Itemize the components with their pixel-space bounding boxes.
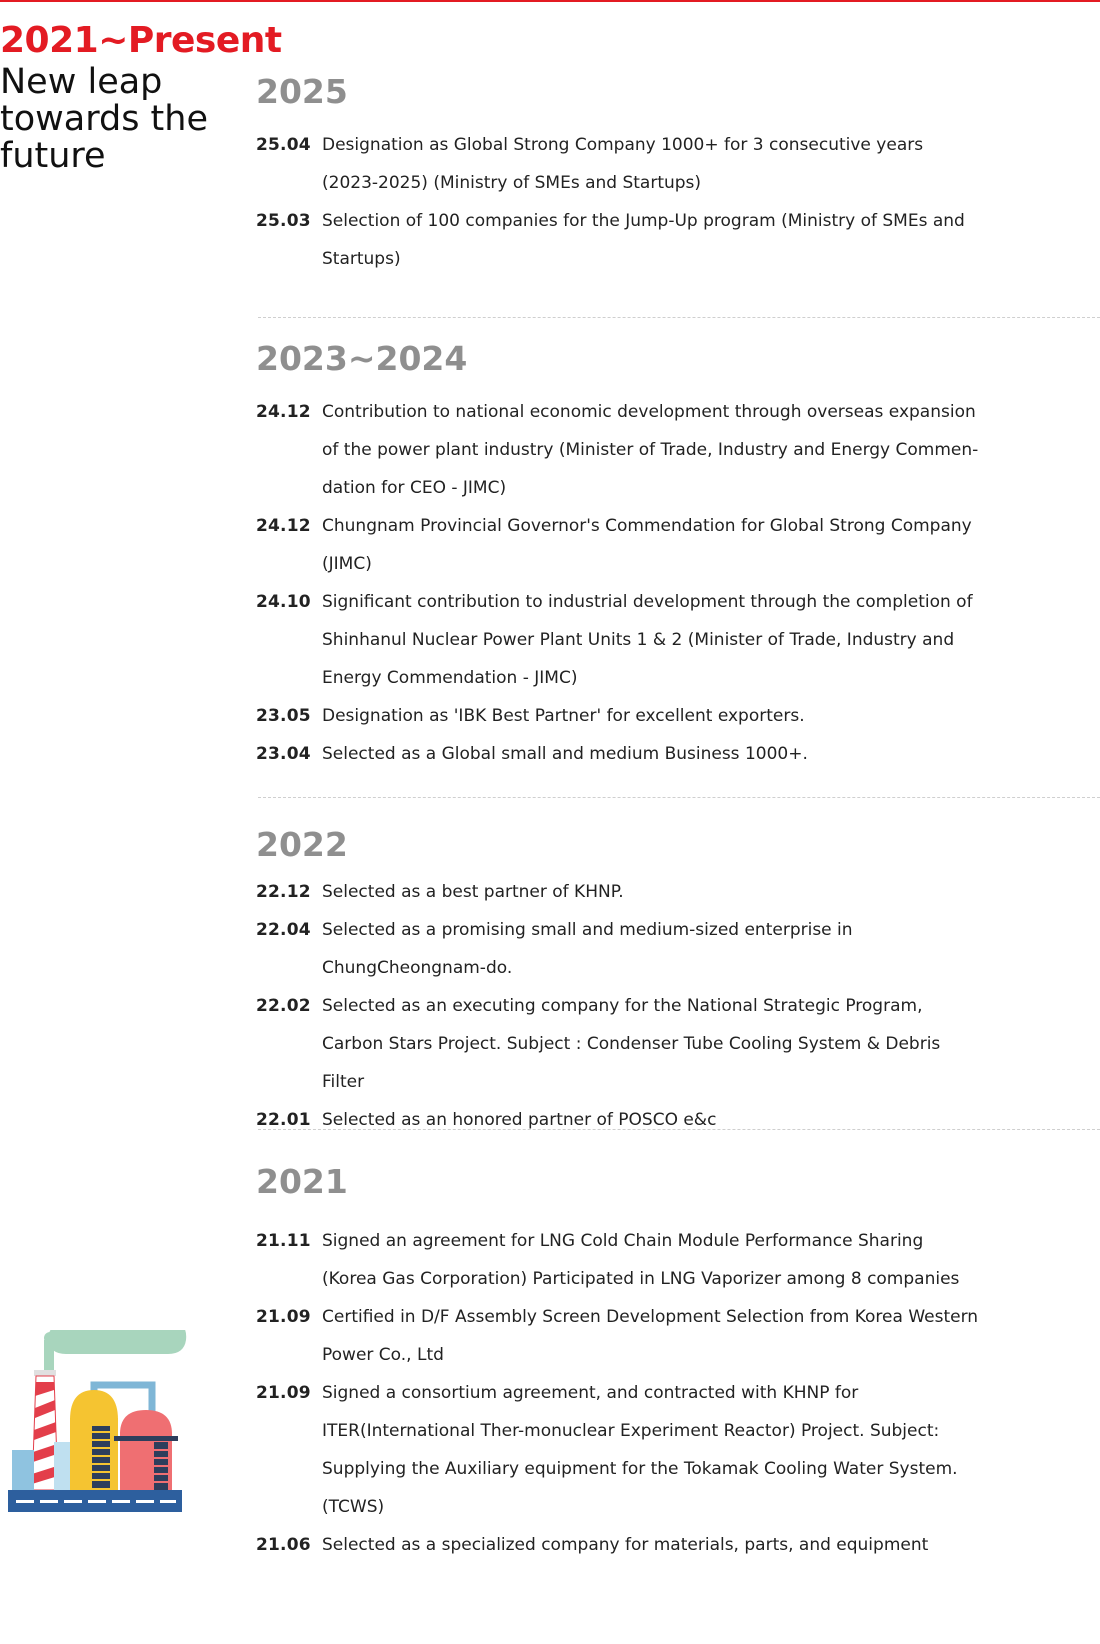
entry-text: Selected as a Global small and medium Business 1000+. [322, 744, 808, 764]
entry-date: 22.01 [256, 1110, 311, 1130]
entry-date: 24.12 [256, 402, 311, 422]
timeline-entry [256, 202, 1100, 278]
timeline-entry [256, 873, 1100, 911]
entry-text: Selected as an honored partner of POSCO e&c [322, 1110, 717, 1130]
factory-illustration-icon [8, 1330, 194, 1570]
timeline-entry [256, 1374, 1100, 1526]
entry-text: Selection of 100 companies for the Jump-Up program (Ministry of SMEs and Startups) [322, 211, 965, 269]
timeline-entry [256, 987, 1100, 1101]
timeline-entry [256, 697, 1100, 735]
entry-date: 22.02 [256, 996, 311, 1016]
entry-text: Contribution to national economic development through overseas expansion of the power plant industry (Minister of Trade, Industry and Energy Commen-dation for CEO - JIMC) [322, 402, 979, 498]
period-subtitle: New leap towards the future [0, 62, 209, 176]
entry-text: Designation as Global Strong Company 1000+ for 3 consecutive years (2023-2025) (Ministry of SMEs and Startups) [322, 135, 924, 193]
period-intro [0, 20, 282, 176]
year-heading: 2022 [256, 825, 348, 864]
timeline-entry [256, 911, 1100, 987]
entry-text: Selected as an executing company for the National Strategic Program, Carbon Stars Project. Subject : Condenser Tube Cooling System & Debris Filter [322, 996, 941, 1092]
red-tank [114, 1410, 178, 1494]
section-divider [258, 317, 1100, 318]
timeline-entry [256, 1222, 1100, 1298]
year-section-2022 [256, 825, 1100, 1139]
timeline-entry [256, 1526, 1100, 1564]
entry-list [256, 873, 1100, 1139]
left-building [12, 1450, 34, 1492]
entry-list [256, 393, 1100, 773]
timeline-entry [256, 1101, 1100, 1139]
entry-text: Chungnam Provincial Governor's Commendation for Global Strong Company (JIMC) [322, 516, 972, 574]
entry-date: 22.12 [256, 882, 311, 902]
entry-text: Selected as a specialized company for materials, parts, and equipment [322, 1535, 929, 1555]
entry-date: 25.03 [256, 211, 311, 231]
entry-list [256, 1222, 1100, 1564]
entry-date: 21.09 [256, 1383, 311, 1403]
entry-date: 23.05 [256, 706, 311, 726]
entry-text: Significant contribution to industrial development through the completion of Shinhanul Nuclear Power Plant Units 1 & 2 (Minister of Trade, Industry and Energy Commendation - JIMC) [322, 592, 973, 688]
entry-text: Selected as a best partner of KHNP. [322, 882, 624, 902]
entry-list [256, 126, 1100, 278]
entry-date: 24.12 [256, 516, 311, 536]
year-heading: 2023~2024 [256, 339, 468, 378]
yellow-tank [70, 1390, 118, 1494]
entry-text: Certified in D/F Assembly Screen Development Selection from Korea Western Power Co., Ltd [322, 1307, 979, 1365]
entry-text: Signed a consortium agreement, and contracted with KHNP for ITER(International Ther-monuclear Experiment Reactor) Project. Subject: Supplying the Auxiliary equipment for the Tokamak Cooling Water System. (TCWS) [322, 1383, 958, 1517]
timeline-entry [256, 393, 1100, 507]
entry-date: 22.04 [256, 920, 311, 940]
entry-date: 21.11 [256, 1231, 311, 1251]
chimney-cap [34, 1370, 56, 1376]
period-title: 2021~Present [0, 20, 282, 61]
factory-base [8, 1490, 182, 1512]
smoke-cloud [44, 1330, 186, 1370]
year-heading: 2021 [256, 1162, 348, 1201]
timeline-entry [256, 1298, 1100, 1374]
year-heading: 2025 [256, 72, 348, 111]
entry-date: 24.10 [256, 592, 311, 612]
timeline-entry [256, 583, 1100, 697]
timeline-entry [256, 735, 1100, 773]
entry-date: 21.06 [256, 1535, 311, 1555]
entry-date: 25.04 [256, 135, 311, 155]
top-accent-rule [0, 0, 1100, 2]
year-section-2021 [256, 1162, 1100, 1564]
entry-text: Signed an agreement for LNG Cold Chain Module Performance Sharing (Korea Gas Corporation) Participated in LNG Vaporizer among 8 companies [322, 1231, 960, 1289]
entry-text: Designation as 'IBK Best Partner' for excellent exporters. [322, 706, 805, 726]
year-section-2025 [256, 72, 1100, 278]
entry-date: 23.04 [256, 744, 311, 764]
year-section-2023-2024 [256, 339, 1100, 773]
timeline-entry [256, 507, 1100, 583]
section-divider [258, 797, 1100, 798]
timeline-entry [256, 126, 1100, 202]
entry-text: Selected as a promising small and medium-sized enterprise in ChungCheongnam-do. [322, 920, 853, 978]
section-divider [258, 1129, 1100, 1130]
entry-date: 21.09 [256, 1307, 311, 1327]
